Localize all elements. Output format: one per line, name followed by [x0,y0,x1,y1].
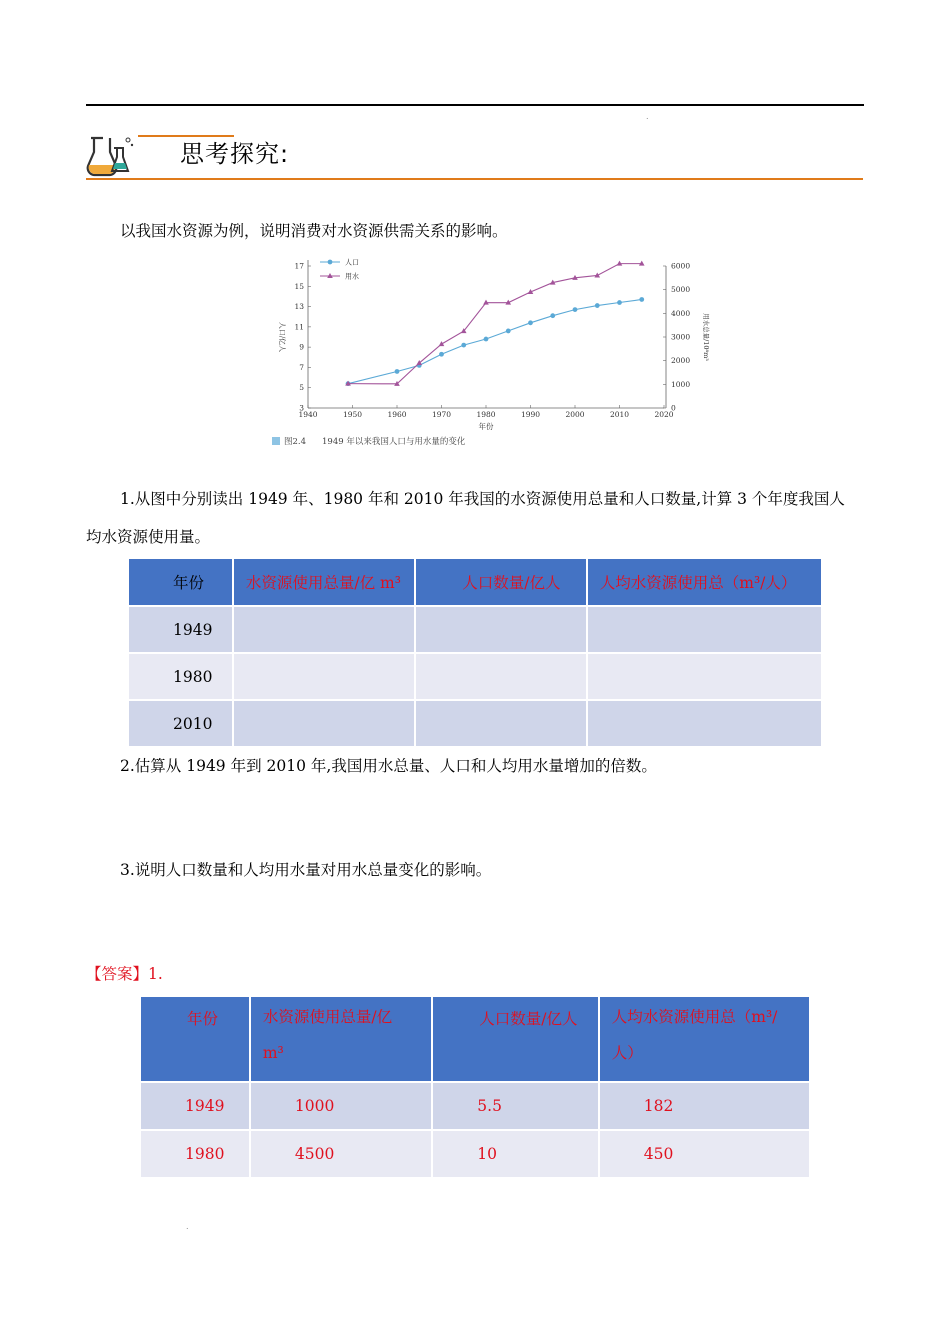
question-1-line-1: 1.从图中分别读出 1949 年、1980 年和 2010 年我国的水资源使用总量和人口数量,计算 3 个年度我国人 [120,490,845,508]
y-left-tick-label: 17 [294,261,304,271]
empty-cell [233,700,415,747]
per-capita-cell: 450 [599,1130,810,1178]
chart-layer [278,258,711,432]
y-left-tick-label: 7 [299,362,304,372]
table-row [128,606,822,653]
table-header-row [128,558,822,606]
stray-dot: . [186,1222,189,1231]
y-right-tick-label: 4000 [671,308,691,318]
x-tick-label: 1980 [476,410,496,419]
top-rule [86,104,864,106]
heading-underline [86,178,863,180]
table-row [140,1130,810,1178]
header-per-capita: 人均水资源使用总（m³/人） [587,558,822,606]
header-total-water-line-2: m³ [262,1044,284,1062]
x-tick-label: 1960 [387,410,407,419]
series-line-water [348,264,642,384]
empty-cell [587,606,822,653]
x-tick-label: 1950 [342,410,363,419]
population-point [550,313,555,318]
population-point [461,343,466,348]
per-capita-cell: 182 [599,1082,810,1130]
empty-cell [233,606,415,653]
year-cell: 1980 [128,653,233,700]
y-left-tick-label: 5 [299,383,304,393]
total-water-cell: 4500 [250,1130,432,1178]
header-per-capita-line-1: 人均水资源使用总（m³/ [611,1008,778,1026]
year-cell: 1949 [128,606,233,653]
header-population: 人口数量/亿人 [432,996,598,1082]
legend-marker [328,260,333,265]
question-3: 3.说明人口数量和人均用水量对用水总量变化的影响。 [120,861,492,879]
y-right-tick-label: 6000 [671,261,691,271]
population-point [573,307,578,312]
y-left-tick-label: 15 [294,281,304,291]
population-point [484,337,489,342]
y-right-tick-label: 2000 [671,356,691,366]
header-total-water-line-1: 水资源使用总量/亿 [262,1008,393,1026]
population-cell: 10 [432,1130,598,1178]
series-line-population [348,299,642,383]
total-water-cell: 1000 [250,1082,432,1130]
answer-number: 1. [148,965,163,983]
stray-dot: . [646,112,649,121]
population-cell: 5.5 [432,1082,598,1130]
y-right-tick-label: 0 [671,403,676,413]
year-cell: 1949 [140,1082,250,1130]
x-tick-label: 1970 [431,410,452,419]
year-cell: 1980 [140,1130,250,1178]
question-table [127,557,823,748]
population-point [617,300,622,305]
y-right-tick-label: 5000 [671,285,691,295]
empty-cell [415,700,587,747]
population-point [595,303,600,308]
intro-text: 以我国水资源为例，说明消费对水资源供需关系的影响。 [120,222,508,240]
year-cell: 2010 [128,700,233,747]
answer-heading [86,964,163,984]
empty-cell [587,700,822,747]
header-year: 年份 [140,996,250,1082]
caption-text: 1949 年以来我国人口与用水量的变化 [322,437,466,447]
table-header-row [140,996,810,1082]
y-left-tick-label: 13 [294,302,304,312]
population-water-chart [268,250,710,450]
empty-cell [233,653,415,700]
y-left-tick-label: 11 [294,322,304,332]
answer-table [139,995,811,1179]
y-right-tick-label: 3000 [671,332,691,342]
legend-label: 用水 [345,272,359,281]
question-1-line-2: 均水资源使用量。 [86,528,211,546]
y-left-tick-label: 9 [299,342,304,352]
water-point [439,341,445,346]
header-total-water [250,996,432,1082]
x-tick-label: 2020 [654,410,674,419]
y-left-tick-label: 3 [299,403,304,413]
population-point [439,352,444,357]
population-point [528,320,533,325]
section-heading [86,132,864,180]
table-row [128,653,822,700]
caption-label: 图2.4 [284,437,307,447]
legend-label: 人口 [345,258,359,267]
table-row [128,700,822,747]
table-row [140,1082,810,1130]
x-tick-label: 2010 [609,410,630,419]
caption-marker [272,437,280,445]
question-2: 2.估算从 1949 年到 2010 年,我国用水总量、人口和人均用水量增加的倍数。 [120,757,657,775]
x-axis-label: 年份 [478,422,494,431]
answer-label: 【答案】 [86,965,149,983]
header-population: 人口数量/亿人 [415,558,587,606]
header-per-capita [599,996,810,1082]
empty-cell [587,653,822,700]
header-year: 年份 [128,558,233,606]
flask-icon [86,134,136,178]
population-point [506,329,511,334]
y-right-tick-label: 1000 [671,379,691,389]
header-per-capita-line-2: 人） [611,1044,643,1062]
y-axis-left-label: 人口/亿人 [278,321,286,353]
header-total-water: 水资源使用总量/亿 m³ [233,558,415,606]
population-point [395,369,400,374]
x-tick-label: 1990 [520,410,541,419]
empty-cell [415,606,587,653]
section-title: 思考探究: [180,140,290,168]
population-point [639,297,644,302]
x-tick-label: 1940 [298,410,318,419]
x-tick-label: 2000 [565,410,585,419]
y-axis-right-label: 用水总量/10⁸m³ [702,313,710,361]
empty-cell [415,653,587,700]
